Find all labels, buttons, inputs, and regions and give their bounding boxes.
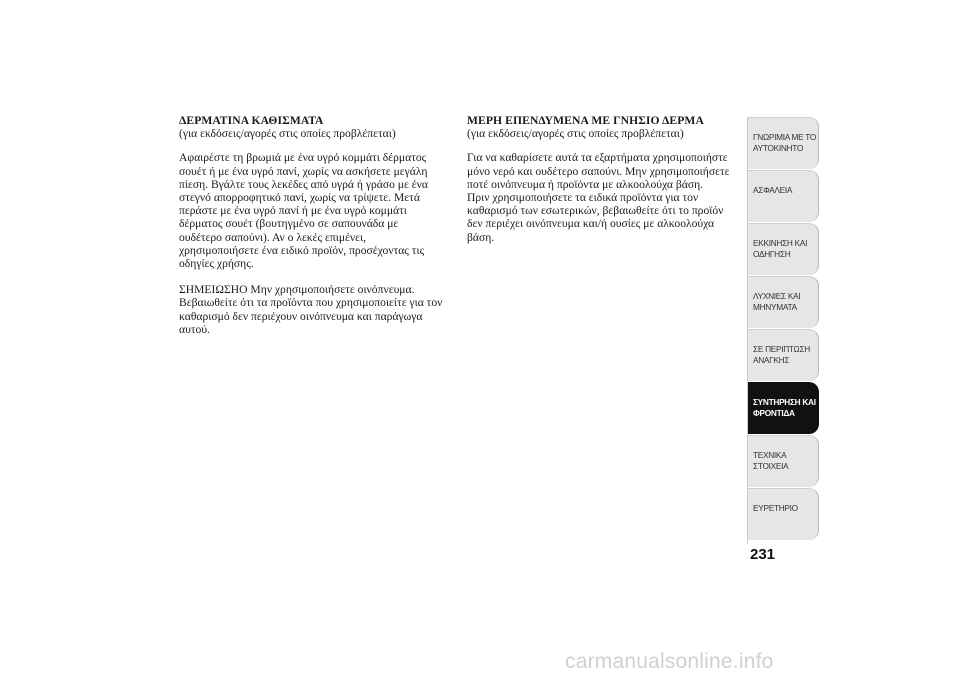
- tab-label: ΛΥΧΝΙΕΣ ΚΑΙ ΜΗΝΥΜΑΤΑ: [753, 291, 801, 312]
- tab-safety[interactable]: [748, 170, 819, 222]
- tab-getting-to-know-car[interactable]: [748, 117, 819, 169]
- tab-label: ΕΚΚΙΝΗΣΗ ΚΑΙ ΟΔΗΓΗΣΗ: [753, 238, 808, 259]
- section-title-leather-seats: ΔΕΡΜΑΤΙΝΑ ΚΑΘΙΣΜΑΤΑ: [179, 114, 324, 127]
- text-line: καθαρισμό των εσωτερικών, βεβαιωθείτε ότι το προϊόν: [467, 204, 724, 218]
- tab-emergency[interactable]: [748, 329, 819, 381]
- tab-label: ΓΝΩΡΙΜΙΑ ΜΕ ΤΟ ΑΥΤΟΚΙΝΗΤΟ: [753, 132, 816, 153]
- tab-label: ΣΥΝΤΗΡΗΣΗ ΚΑΙ ΦΡΟΝΤΙΔΑ: [753, 397, 816, 418]
- tab-label: ΣΕ ΠΕΡΙΠΤΩΣΗ ΑΝΑΓΚΗΣ: [753, 344, 810, 365]
- section-subtitle: (για εκδόσεις/αγορές στις οποίες προβλέπεται): [467, 127, 684, 141]
- text-line: χρησιμοποιήσετε ένα ειδικό προϊόν, προσέχοντας τις: [179, 243, 425, 257]
- paragraph-cleaning: [179, 151, 461, 270]
- chapter-tabs: [747, 117, 819, 544]
- page-number: 231: [750, 546, 776, 563]
- text-line: δεν περιέχει οινόπνευμα και/ή ουσίες με αλκοολούχα: [467, 217, 715, 231]
- text-line: Αφαιρέστε τη βρωμιά με ένα υγρό κομμάτι δέρματος: [179, 151, 427, 165]
- text-line: μόνο νερό και ουδέτερο σαπούνι. Μην χρησιμοποιήσετε: [467, 164, 730, 178]
- paragraph-leather-parts: [467, 151, 743, 243]
- text-line: σουέτ ή με ένα υγρό πανί, χωρίς να ασκήσετε μεγάλη: [179, 164, 428, 178]
- tab-warning-lights[interactable]: [748, 276, 819, 328]
- tab-maintenance-care[interactable]: [748, 382, 819, 434]
- text-line: Βεβαιωθείτε ότι τα προϊόντα που χρησιμοποιείτε για τον: [179, 296, 443, 310]
- text-line: περάστε με ένα υγρό πανί ή με ένα υγρό κομμάτι: [179, 204, 407, 218]
- text-line: πίεση. Βγάλτε τους λεκέδες από υγρά ή γράσο με ένα: [179, 177, 428, 191]
- right-column: [467, 114, 743, 244]
- text-line: στεγνό απορροφητικό πανί, χωρίς να τρίψετε. Μετά: [179, 191, 420, 205]
- left-column: [179, 114, 461, 336]
- tab-index[interactable]: [748, 488, 819, 540]
- tab-starting-driving[interactable]: [748, 223, 819, 275]
- text-line: δέρματος σουέτ (βουτηγμένο σε σαπουνάδα με: [179, 217, 399, 231]
- text-line: οδηγίες χρήσης.: [179, 257, 254, 271]
- tab-label: ΤΕΧΝΙΚΑ ΣΤΟΙΧΕΙΑ: [753, 450, 789, 471]
- text-line: ΣΗΜΕΙΩΣΗΟ Μην χρησιμοποιήσετε οινόπνευμα.: [179, 283, 415, 297]
- text-line: καθαρισμό δεν περιέχουν οινόπνευμα και παράγωγα: [179, 309, 423, 323]
- text-line: Πριν χρησιμοποιήσετε τα ειδικά προϊόντα για τον: [467, 191, 699, 205]
- watermark: carmanualsonline.info: [565, 650, 774, 673]
- tab-technical-data[interactable]: [748, 435, 819, 487]
- paragraph-note: [179, 283, 461, 336]
- section-subtitle: (για εκδόσεις/αγορές στις οποίες προβλέπεται): [179, 127, 396, 141]
- text-line: ποτέ οινόπνευμα ή προϊόντα με αλκοολούχα βάση.: [467, 177, 704, 191]
- text-line: Για να καθαρίσετε αυτά τα εξαρτήματα χρησιμοποιήστε: [467, 151, 728, 165]
- tab-label: ΑΣΦΑΛΕΙΑ: [753, 185, 793, 195]
- text-line: αυτού.: [179, 322, 210, 336]
- section-title-genuine-leather: ΜΕΡΗ ΕΠΕΝΔΥΜΕΝΑ ΜΕ ΓΝΗΣΙΟ ΔΕΡΜΑ: [467, 114, 704, 127]
- tab-label: ΕΥΡΕΤΗΡΙΟ: [753, 503, 798, 513]
- text-line: ουδέτερο σαπούνι). Αν ο λεκές επιμένει,: [179, 230, 367, 244]
- text-line: βάση.: [467, 230, 495, 244]
